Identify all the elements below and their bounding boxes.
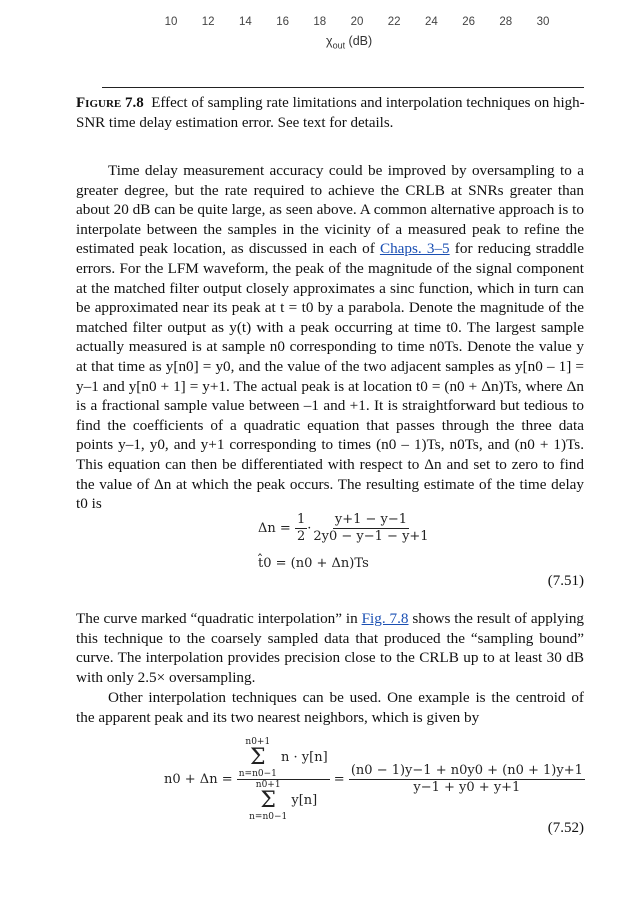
x-axis-label: $\chi_{out}$ (dB) [326, 34, 373, 51]
body-paragraph: The curve marked “quadratic interpolation” in Fig. 7.8 shows the result of applying this technique to the coarsely sampled data that produced the “sampling bound” curve. The interpolation provides precision close to the CRLB up to at least 30 dB with only 2.5× oversampling. [76, 610, 585, 686]
tick-label: 26 [462, 16, 475, 28]
tick-label: 16 [276, 16, 289, 28]
tick-label: 14 [238, 16, 252, 28]
x-axis-tick-labels [164, 16, 550, 32]
figure-label: Figure 7.8 [76, 95, 144, 111]
chapters-link[interactable]: Chaps. 3–5 [379, 240, 450, 258]
figure-caption-rule [102, 87, 584, 88]
tick-label: 20 [350, 16, 364, 28]
equation-number: (7.51) [547, 573, 584, 589]
tick-label: 30 [536, 16, 550, 28]
equation-7-52: n0 + Δn = n0+1 Σ n=n0−1 n · y[n] n0+1 Σ n=n0−1 y[n] = $\frac{(n0 - 1)y-1 + n0y0 + (n0 + 1)y+1}{y-1 + y0 + y+1}$ [164, 736, 583, 822]
tick-label: 18 [313, 16, 327, 28]
body-paragraph: Time delay measurement accuracy could be improved by oversampling to a greater degree, but the rate required to achieve the CRLB at SNRs greater than about 20 dB can be quite large, as seen above. A common alternative approach is to interpolate between the samples in the vicinity of a measured peak to refine the estimated peak location, as discussed in each of Chaps. 3–5 for reducing straddle errors. For the LFM waveform, the peak of the magnitude of the signal component at the matched filter output closely approximates a sinc function, which in turn can be approximated near its peak at t = t0 by a parabola. Denote the magnitude of the matched filter output as y(t) with a peak occurring at time t0. The largest sample actually measured is at sample n0 corresponding to time n0Ts. Denote the value y at that time as y[n0] = y0, and the value of the two adjacent samples as y[n0 – 1] = y–1 and y[n0 + 1] = y+1. The actual peak is at location t0 = (n0 + Δn)Ts, where Δn is a fractional sample value between –1 and +1. It is straightforward but tedious to find the coefficients of a quadratic equation that passes through the three data points y–1, y0, and y+1 corresponding to times (n0 – 1)Ts, n0Ts, and (n0 + 1)Ts. This equation can then be differentiated with respect to Δn and set to zero to find the value of Δn at which the peak occurs. The resulting estimate of the time delay t0 is [76, 162, 585, 513]
figure-caption [76, 93, 586, 133]
tick-label: 28 [499, 16, 513, 28]
figure-link[interactable]: Fig. 7.8 [361, 610, 409, 627]
body-paragraph: Other interpolation techniques can be used. One example is the centroid of the apparent peak and its two nearest neighbors, which is given by [76, 689, 584, 726]
equation-7-51: Δn = $\frac{1}{2}$ · $\frac{y+1 - y-1}{2y0 - y-1 - y+1}$ t̂0 = (n0 + Δn)Ts [258, 511, 429, 571]
caption-text: Effect of sampling rate limitations and interpolation techniques on high-SNR time delay estimation error. See text for details. [76, 95, 585, 131]
tick-label: 24 [424, 16, 438, 28]
tick-label: 10 [164, 16, 178, 28]
tick-label: 12 [201, 16, 215, 28]
tick-label: 22 [387, 16, 401, 28]
equation-number: (7.52) [547, 820, 584, 836]
